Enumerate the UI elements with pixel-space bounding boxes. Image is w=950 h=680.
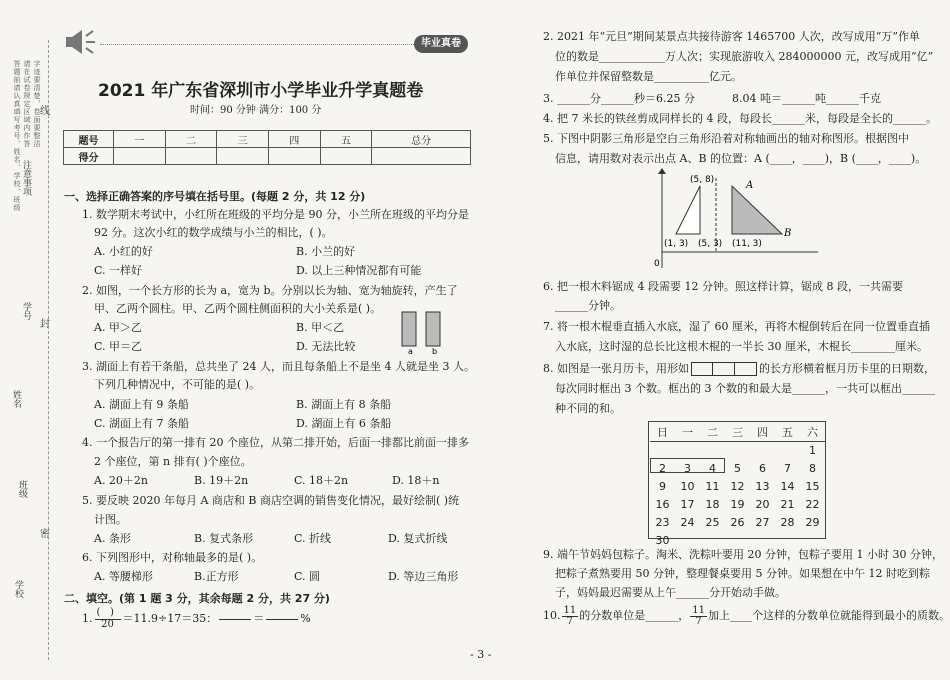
calendar-cell: 25 (705, 515, 720, 529)
s2-q1-denominator: 20 (101, 619, 114, 630)
calendar-cell: 10 (680, 479, 695, 493)
s2-q8-line-1 (543, 362, 935, 377)
s2-q10-text-end: 加上____个这样的分数单位就能得到最小的质数。 (707, 609, 950, 623)
calendar-cell: 14 (780, 479, 795, 493)
binding-strip (2, 40, 52, 660)
calendar-header-cell: 四 (750, 423, 775, 441)
seal-char-secret: 密 (40, 529, 50, 540)
q5-option-a[interactable]: A. 条形 (94, 532, 131, 545)
s2-q8-text-2: 每次同时框出 3 个数。框出的 3 个数的和最大是______，一共可以框出______ (555, 382, 935, 395)
calendar-header-cell: 二 (700, 423, 725, 441)
calendar-cell (675, 531, 700, 549)
s2-q1-numerator-blank[interactable]: ( ) (95, 608, 121, 620)
calendar-cell (725, 531, 750, 549)
page-number: - 3 - (470, 648, 492, 661)
calendar-cell: 26 (730, 515, 745, 529)
calendar-cell (675, 441, 700, 459)
binding-note-2: 请在试卷规定区域内作答 (23, 60, 31, 148)
point-label-a: A (746, 180, 754, 191)
s2-q10-fraction-1 (562, 606, 579, 627)
point-label-b: B (784, 228, 792, 239)
q2-figure-label-a: a (408, 347, 413, 354)
s2-q1-blank-percent[interactable] (266, 619, 298, 620)
s2-q7-text-2: 入水底，这时湿的总长比这根木棍的一半长 30 厘米，木棍长________厘米。 (555, 340, 928, 353)
calendar-cell: 29 (805, 515, 820, 529)
calendar-cell: 2 (659, 461, 666, 475)
q4-option-b[interactable]: B. 19＋2n (194, 474, 249, 487)
s2-q8-text-3: 种不同的和。 (555, 402, 621, 415)
q2-option-d[interactable]: D. 无法比较 (296, 340, 356, 353)
speaker-icon (64, 28, 98, 56)
calendar-cell: 19 (730, 497, 745, 511)
q3-text-1: 3. 湖面上有若干条船，总共坐了 24 人，而且每条船上不是坐 4 人就是坐 3 人。 (82, 360, 475, 373)
section-2-title: 二、填空。(第 1 题 3 分，其余每题 2 分，共 27 分) (64, 592, 330, 605)
score-input[interactable] (114, 148, 166, 165)
calendar-cell: 1 (809, 443, 816, 457)
calendar-cell (775, 531, 800, 549)
calendar-cell: 28 (780, 515, 795, 529)
binding-note-3: 字迹要清楚，卷面要整洁 (33, 60, 41, 148)
q1-option-b[interactable]: B. 小兰的好 (296, 245, 356, 258)
q3-option-a[interactable]: A. 湖面上有 9 条船 (94, 398, 189, 411)
q1-option-c[interactable]: C. 一样好 (94, 264, 143, 277)
calendar-cell: 11 (705, 479, 720, 493)
calendar-cell: 22 (805, 497, 820, 511)
score-table (63, 130, 471, 165)
calendar-cell: 7 (784, 461, 791, 475)
binding-label-school: 学校 (13, 580, 23, 598)
q5-option-d[interactable]: D. 复式折线 (388, 532, 448, 545)
q1-text-2: 92 分。这次小红的数学成绩与小兰的相比，( )。 (94, 226, 333, 239)
score-cell: 四 (268, 131, 320, 148)
s2-q1-number: 1. (82, 611, 93, 625)
point-label-5-8: (5, 8) (690, 175, 715, 185)
blank-triangle (676, 186, 700, 234)
q1-text-1: 1. 数学期末考试中，小红所在班级的平均分是 90 分，小兰所在班级的平均分是 (82, 208, 469, 221)
calendar-header-cell: 一 (675, 423, 700, 441)
q2-option-b[interactable]: B. 甲＜乙 (296, 321, 345, 334)
binding-note-1: 答题前请认真填写考号、姓名、学校、班级 (13, 60, 21, 212)
q2-figure-label-b: b (432, 347, 438, 354)
calendar-cell: 20 (755, 497, 770, 511)
q4-option-c[interactable]: C. 18＋2n (294, 474, 349, 487)
calendar-cell (800, 531, 825, 549)
exam-type-badge: 毕业真卷 (414, 35, 468, 53)
q6-option-b[interactable]: B.正方形 (194, 570, 239, 583)
calendar-cell: 13 (755, 479, 770, 493)
q2-option-c[interactable]: C. 甲＝乙 (94, 340, 143, 353)
score-cell: 一 (114, 131, 166, 148)
s2-q6-text-1: 6. 把一根木料锯成 4 段需要 12 分钟。照这样计算，锯成 8 段，一共需要 (543, 280, 903, 293)
calendar-cell: 8 (809, 461, 816, 475)
s2-q2-text-3: 作单位并保留整数是__________亿元。 (555, 70, 742, 83)
q3-option-c[interactable]: C. 湖面上有 7 条船 (94, 417, 190, 430)
q4-text-2: 2 个座位，第 n 排有( )个座位。 (94, 455, 252, 468)
calendar-cell: 30 (655, 533, 670, 547)
q5-text-1: 5. 要反映 2020 年每月 A 商店和 B 商店空调的销售变化情况，最好绘制( )统 (82, 494, 460, 507)
point-label-5-3: (5, 3) (698, 239, 723, 249)
q5-option-c[interactable]: C. 折线 (294, 532, 332, 545)
q6-text-1: 6. 下列图形中，对称轴最多的是( )。 (82, 551, 263, 564)
shaded-triangle (732, 186, 782, 234)
calendar-header-cell: 三 (725, 423, 750, 441)
s2-q1 (82, 608, 311, 630)
s2-q10-text-mid: 的分数单位是______， (579, 609, 690, 623)
s2-q9-text-2: 把粽子煮熟要用 50 分钟，整理餐桌要用 5 分钟。如果想在中午 12 时吃到粽 (555, 567, 930, 580)
q1-option-d[interactable]: D. 以上三种情况都有可能 (296, 264, 422, 277)
binding-cut-line (48, 40, 49, 660)
s2-q2-text-1: 2. 2021 年“元旦”期间某景点共接待游客 1465700 人次，改写成用“万”作单 (543, 30, 920, 43)
q2-text-2: 甲、乙两个圆柱。甲、乙两个圆柱侧面积的大小关系是( )。 (94, 302, 382, 315)
seal-char-line: 线 (40, 106, 50, 117)
score-input[interactable] (268, 148, 320, 165)
q2-option-a[interactable]: A. 甲＞乙 (94, 321, 142, 334)
s2-q7-text-1: 7. 将一根木棍垂直插入水底，湿了 60 厘米，再将木棍倒转后在同一位置垂直插 (543, 320, 930, 333)
calendar-cell: 16 (655, 497, 670, 511)
q3-option-d[interactable]: D. 湖面上有 6 条船 (296, 417, 392, 430)
exam-subtitle: 时间：90 分钟 满分：100 分 (190, 105, 322, 116)
q2-rectangle-figure (398, 308, 448, 354)
binding-label-class: 班级 (17, 480, 27, 498)
calendar-cell (700, 531, 725, 549)
q6-option-d[interactable]: D. 等边三角形 (388, 570, 459, 583)
q3-text-2: 下列几种情况中，不可能的是( )。 (94, 378, 261, 391)
calendar-cell (750, 531, 775, 549)
calendar-cell (750, 441, 775, 459)
score-cell: 题号 (64, 131, 114, 148)
s2-q1-blank-ratio[interactable] (219, 619, 251, 620)
calendar-cell (775, 441, 800, 459)
calendar-cell: 21 (780, 497, 795, 511)
symmetry-figure (640, 168, 820, 274)
score-input[interactable] (320, 148, 372, 165)
s2-q3-weight: 8.04 吨＝______吨______千克 (732, 92, 881, 105)
q4-option-a[interactable]: A. 20＋2n (94, 474, 149, 487)
score-cell: 五 (320, 131, 372, 148)
s2-q10-numerator-1: 11 (563, 605, 577, 616)
score-input[interactable] (372, 148, 471, 165)
s2-q10-number: 10. (543, 609, 561, 623)
calendar-cell: 24 (680, 515, 695, 529)
binding-label-id: 学号 (21, 302, 31, 320)
q4-option-d[interactable]: D. 18＋n (392, 474, 440, 487)
calendar-header-cell: 五 (775, 423, 800, 441)
s2-q2-text-2: 位的数是____________万人次；实现旅游收入 284000000 元，改写成用“亿” (555, 50, 934, 63)
s2-q10-fraction-2 (690, 606, 707, 627)
s2-q3-time: 3. ______分______秒＝6.25 分 (543, 92, 695, 105)
score-cell: 得分 (64, 148, 114, 165)
score-input[interactable] (217, 148, 269, 165)
origin-label: 0 (654, 259, 660, 269)
frame-shape-icon (691, 362, 757, 376)
s2-q10-numerator-2: 11 (692, 605, 705, 616)
score-input[interactable] (165, 148, 217, 165)
s2-q10-denominator-2: 7 (695, 616, 702, 627)
score-cell: 二 (165, 131, 217, 148)
y-axis-arrow (658, 168, 666, 174)
q4-text-1: 4. 一个报告厅的第一排有 20 个座位，从第二排开始，后面一排都比前面一排多 (82, 436, 469, 449)
page-title: 2021 年广东省深圳市小学毕业升学真题卷 (98, 81, 424, 101)
q5-option-b[interactable]: B. 复式条形 (194, 532, 254, 545)
s2-q1-equation: ＝11.9÷17＝35： (122, 611, 218, 625)
q1-option-a[interactable]: A. 小红的好 (94, 245, 153, 258)
s2-q1-percent-sign: % (300, 611, 311, 625)
calendar-cell: 5 (734, 461, 741, 475)
calendar-cell: 6 (759, 461, 766, 475)
binding-label-name: 姓名 (11, 390, 21, 408)
calendar-cell (650, 441, 675, 459)
calendar-cell: 23 (655, 515, 670, 529)
s2-q8-text-1b: 的长方形横着框月历卡里的日期数， (759, 362, 935, 375)
calendar-table (650, 423, 825, 549)
s2-q9-text-3: 子，妈妈最迟需要从上午______分开始动手做。 (555, 586, 786, 599)
s2-q1-equals: ＝ (253, 611, 265, 625)
s2-q1-fraction (95, 608, 121, 630)
s2-q5-text-2: 信息，请用数对表示出点 A、B 的位置：A (____，____)，B (____，____)。 (555, 152, 927, 165)
s2-q8-text-1a: 8. 如图是一张月历卡，用形如 (543, 362, 689, 375)
calendar-cell: 9 (659, 479, 666, 493)
q6-option-c[interactable]: C. 圆 (294, 570, 321, 583)
header-dotted-rule (100, 44, 414, 45)
q5-text-2: 计图。 (94, 513, 127, 526)
s2-q4-text: 4. 把 7 米长的铁丝剪成同样长的 4 段，每段长______米，每段是全长的______。 (543, 112, 937, 125)
score-cell: 三 (217, 131, 269, 148)
calendar-cell: 18 (705, 497, 720, 511)
calendar-cell: 17 (680, 497, 695, 511)
calendar-header-cell: 六 (800, 423, 825, 441)
binding-label-notes: 注意事项 (21, 160, 31, 196)
s2-q10 (543, 606, 950, 627)
calendar-cell: 15 (805, 479, 820, 493)
q2-text-1: 2. 如图，一个长方形的长为 a，宽为 b。分别以长为轴、宽为轴旋转，产生了 (82, 284, 458, 297)
calendar-cell: 12 (730, 479, 745, 493)
calendar-cell: 27 (755, 515, 770, 529)
s2-q6-text-2: ______分钟。 (555, 299, 621, 312)
q6-option-a[interactable]: A. 等腰梯形 (94, 570, 153, 583)
score-cell: 总分 (372, 131, 471, 148)
s2-q5-text-1: 5. 下图中阴影三角形是空白三角形沿着对称轴画出的轴对称图形。根据图中 (543, 132, 909, 145)
s2-q10-denominator-1: 7 (566, 616, 574, 627)
calendar-cell: 4 (709, 461, 716, 475)
section-1-title: 一、选择正确答案的序号填在括号里。(每题 2 分，共 12 分) (64, 190, 366, 203)
calendar-cell: 3 (684, 461, 691, 475)
s2-q9-text-1: 9. 端午节妈妈包粽子。淘米、洗粽叶要用 20 分钟，包粽子要用 1 小时 30 分钟， (543, 548, 943, 561)
point-label-11-3: (11, 3) (732, 239, 762, 249)
point-label-1-3: (1, 3) (664, 239, 689, 249)
q3-option-b[interactable]: B. 湖面上有 8 条船 (296, 398, 392, 411)
calendar-highlight-frame (650, 458, 725, 473)
calendar-cell (700, 441, 725, 459)
calendar-header-cell: 日 (650, 423, 675, 441)
seal-char-seal: 封 (40, 319, 50, 330)
calendar-cell (725, 441, 750, 459)
